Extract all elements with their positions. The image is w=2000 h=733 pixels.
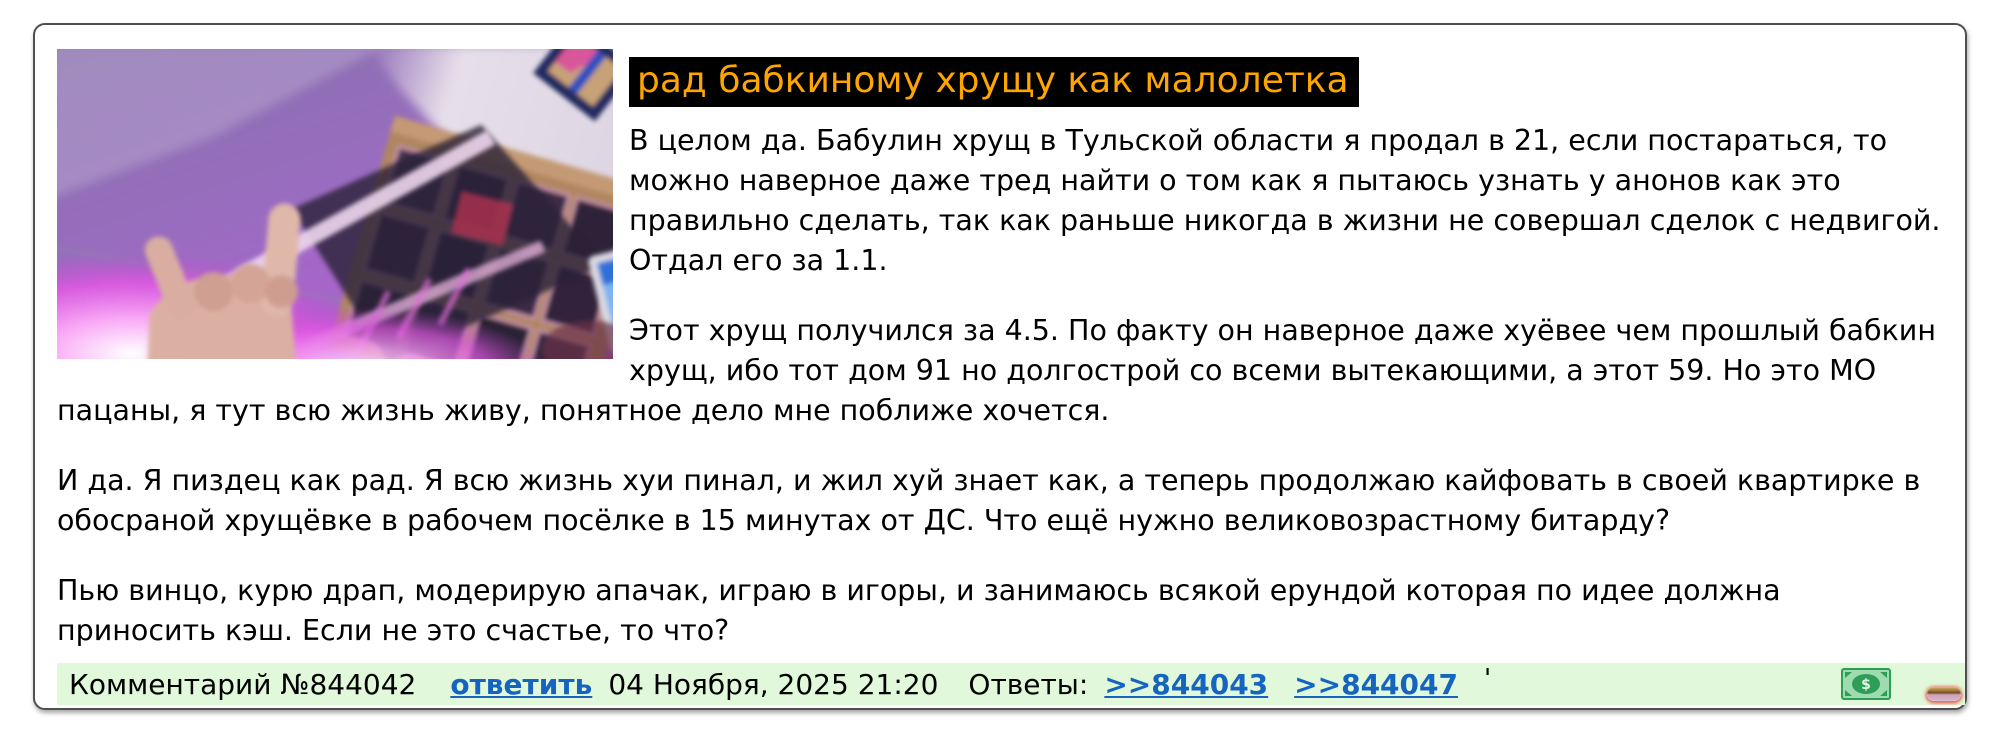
comment-date: 04 Ноября, 2025 21:20	[608, 667, 939, 701]
reply-ref-844043[interactable]: >>844043	[1104, 667, 1269, 701]
apostrophe-mark: '	[1484, 664, 1492, 695]
post-title: рад бабкиному хрущу как малолетка	[629, 57, 1359, 107]
post-paragraph: Этот хрущ получился за 4.5. По факту он наверное даже хуёвее чем прошлый бабкин хрущ, ибо тот дом 91 но долгострой со всеми вытекающими, а этот 59. Но это МО пацаны, я тут всю жизнь живу, понятное дело мне поближе хочется.	[57, 314, 1936, 428]
dollar-bill-icon[interactable]	[1841, 668, 1891, 700]
svg-text:$: $	[1861, 677, 1871, 694]
replies-label: Ответы:	[968, 667, 1089, 701]
reply-link[interactable]: ответить	[450, 667, 593, 701]
post-paragraph: В целом да. Бабулин хрущ в Тульской области я продал в 21, если постараться, то можно наверное даже тред найти о том как я пытаюсь узнать у анонов как это правильно сделать, так как раньше никогда в жизни не совершал сделок с недвигой. Отдал его за 1.1.	[629, 124, 1941, 278]
post-paragraph: Пью винцо, курю драп, модерирую апачак, играю в игоры, и занимаюсь всякой ерундой которая по идее должна приносить кэш. Если не это счастье, то что?	[57, 574, 1781, 648]
minimize-pill-icon[interactable]	[1927, 687, 1961, 701]
post-image-thumbnail[interactable]	[57, 49, 613, 359]
comment-number: Комментарий №844042	[69, 667, 417, 701]
comment-post	[33, 23, 1967, 710]
post-paragraph: И да. Я пиздец как рад. Я всю жизнь хуи пинал, и жил хуй знает как, а теперь продолжаю кайфовать в своей квартирке в обосраной хрущёвке в рабочем посёлке в 15 минутах от ДС. Что ещё нужно великовозрастному битарду?	[57, 464, 1921, 538]
room-photo	[57, 49, 613, 359]
reply-ref-844047[interactable]: >>844047	[1294, 667, 1458, 701]
comment-footer	[57, 663, 1965, 705]
